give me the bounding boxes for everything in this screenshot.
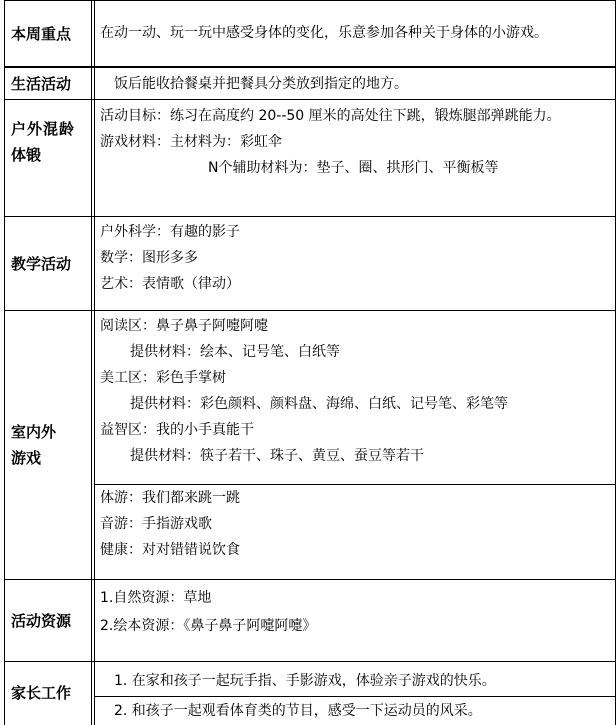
row-content-indoor-areas	[96, 313, 614, 469]
reading-materials: 提供材料：绘本、记号笔、白纸等	[130, 344, 340, 360]
row-border-top	[4, 0, 616, 1]
reading-area: 阅读区：鼻子鼻子阿嚏阿嚏	[100, 318, 268, 334]
row-content-focus	[96, 20, 614, 46]
row-border-3	[4, 216, 616, 217]
row-content-parents	[96, 668, 614, 724]
table-column-divider-a	[91, 0, 92, 725]
weekly-plan-table	[4, 0, 616, 725]
row-border-1	[4, 66, 616, 68]
row-content-indoor-games	[96, 485, 614, 563]
row-label-resources: 活动资源	[11, 611, 72, 630]
outdoor-materials-main: 游戏材料：主材料为：彩虹伞	[100, 134, 282, 150]
row-label-parents: 家长工作	[11, 684, 72, 702]
row-content-resources	[96, 585, 614, 639]
puzzle-area: 益智区：我的小手真能干	[100, 422, 254, 438]
art-materials: 提供材料：彩色颜料、颜料盘、海绵、白纸、记号笔、彩笔等	[130, 396, 508, 412]
puzzle-materials: 提供材料：筷子若干、珠子、黄豆、蚕豆等若干	[130, 448, 424, 464]
outdoor-materials-aux: N个辅助材料为：垫子、圈、拱形门、平衡板等	[208, 160, 499, 176]
resource-item: 1.自然资源：草地	[100, 590, 212, 606]
row-label-focus: 本周重点	[11, 24, 72, 43]
teaching-item: 数学：图形多多	[100, 250, 198, 266]
outdoor-goal: 活动目标：练习在高度约 20--50 厘米的高处往下跳，锻炼腿部弹跳能力。	[100, 108, 561, 124]
life-text: 饭后能收拾餐桌并把餐具分类放到指定的地方。	[114, 76, 408, 92]
game-item: 体游：我们都来跳一跳	[100, 490, 240, 506]
row-label-teaching: 教学活动	[11, 254, 72, 273]
row-label-outdoor: 户外混龄 体锻	[11, 120, 76, 164]
row-content-teaching	[96, 219, 614, 297]
teaching-item: 户外科学：有趣的影子	[100, 224, 240, 240]
row-content-life	[96, 71, 614, 97]
parents-item: 2. 和孩子一起观看体育类的节目，感受一下运动员的风采。	[114, 703, 482, 719]
game-item: 音游：手指游戏歌	[100, 516, 212, 532]
teaching-item: 艺术：表情歌（律动）	[100, 276, 240, 292]
row-label-indoor: 室内外 游戏	[11, 423, 57, 467]
focus-text: 在动一动、玩一玩中感受身体的变化，乐意参加各种关于身体的小游戏。	[100, 25, 548, 41]
row-border-4	[4, 310, 616, 311]
art-area: 美工区：彩色手掌树	[100, 370, 226, 386]
row-content-outdoor	[96, 103, 614, 181]
row-border-5	[4, 579, 616, 580]
game-item: 健康：对对错错说饮食	[100, 542, 240, 558]
table-column-divider-b	[94, 0, 95, 725]
row-label-life: 生活活动	[11, 74, 72, 93]
resource-item: 2.绘本资源：《鼻子鼻子阿嚏阿嚏》	[100, 618, 317, 634]
parents-item: 1. 在家和孩子一起玩手指、手影游戏，体验亲子游戏的快乐。	[114, 673, 496, 689]
row-border-2	[4, 99, 616, 100]
row-border-6	[4, 661, 616, 662]
